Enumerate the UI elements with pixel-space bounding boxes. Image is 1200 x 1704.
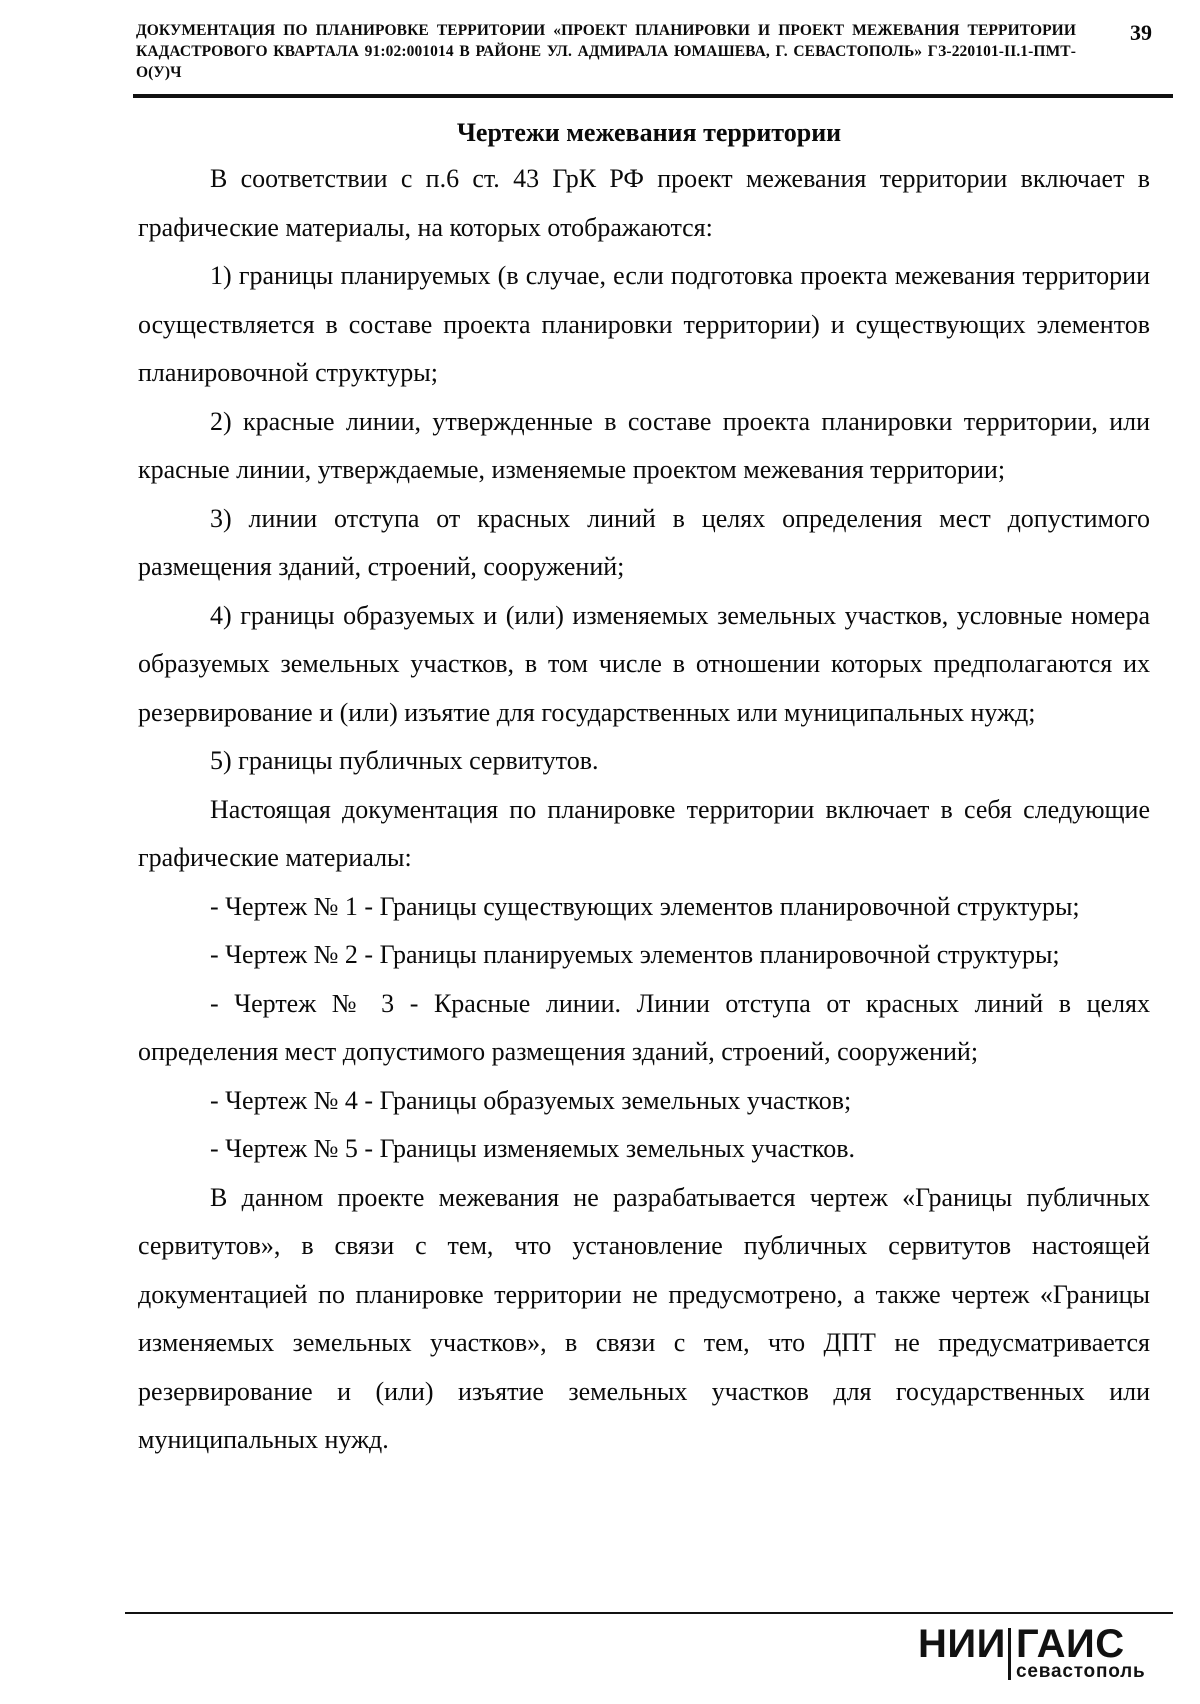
paragraph-materials: Настоящая документация по планировке территории включает в себя следующие графические материалы: [138, 794, 1150, 872]
drawing-item-1: - Чертеж № 1 - Границы существующих элементов планировочной структуры; [210, 891, 1080, 921]
logo-text-city: севастополь [1016, 1661, 1146, 1682]
drawing-item-4: - Чертеж № 4 - Границы образуемых земельных участков; [210, 1085, 852, 1115]
niigais-logo [918, 1622, 1178, 1682]
logo-divider [1008, 1628, 1011, 1680]
logo-text-gais: ГАИС [1016, 1622, 1125, 1666]
header-rule [133, 94, 1173, 98]
page-number: 39 [1130, 20, 1152, 45]
section-title: Чертежи межевания территории [456, 118, 842, 147]
running-header-title: ДОКУМЕНТАЦИЯ ПО ПЛАНИРОВКЕ ТЕРРИТОРИИ «ПРОЕКТ ПЛАНИРОВКИ И ПРОЕКТ МЕЖЕВАНИЯ ТЕРРИТОРИИ КАДАСТРОВОГО КВАРТАЛА 91:02:001014 В РАЙОНЕ УЛ. АДМИРАЛА ЮМАШЕВА, Г. СЕВАСТОПОЛЬ» ГЗ-220101-II.1-ПМТ-О(У)Ч [136, 22, 1076, 81]
list-item-1: 1) границы планируемых (в случае, если подготовка проекта межевания территории осуществляется в составе проекта планировки территории) и существующих элементов планировочной структуры; [138, 261, 1150, 387]
logo-text-nii: НИИ [918, 1622, 1006, 1666]
drawing-item-3: - Чертеж № 3 - Красные линии. Линии отступа от красных линий в целях определения мест допустимого размещения зданий, строений, сооружений; [138, 988, 1150, 1066]
list-item-4: 4) границы образуемых и (или) изменяемых земельных участков, условные номера образуемых земельных участков, в том числе в отношении которых предполагаются их резервирование и (или) изъятие для государственных или муниципальных нужд; [138, 600, 1150, 727]
drawing-item-2: - Чертеж № 2 - Границы планируемых элементов планировочной структуры; [210, 940, 1060, 969]
page-content [138, 113, 1150, 1465]
list-item-5: 5) границы публичных сервитутов. [210, 746, 599, 775]
list-item-3: 3) линии отступа от красных линий в целях определения мест допустимого размещения зданий, строений, сооружений; [138, 503, 1150, 581]
paragraph-intro: В соответствии с п.6 ст. 43 ГрК РФ проект межевания территории включает в графические материалы, на которых отображаются: [138, 164, 1150, 242]
list-item-2: 2) красные линии, утвержденные в составе проекта планировки территории, или красные линии, утверждаемые, изменяемые проектом межевания территории; [138, 406, 1150, 484]
drawing-item-5: - Чертеж № 5 - Границы изменяемых земельных участков. [210, 1134, 855, 1163]
footer-rule [125, 1612, 1173, 1614]
paragraph-conclusion: В данном проекте межевания не разрабатывается чертеж «Границы публичных сервитутов», в связи с тем, что установление публичных сервитутов настоящей документацией по планировке территории не предусмотрено, а также чертеж «Границы изменяемых земельных участков», в связи с тем, что ДПТ не предусматривается резервирование и (или) изъятие земельных участков для государственных или муниципальных нужд. [138, 1182, 1150, 1454]
